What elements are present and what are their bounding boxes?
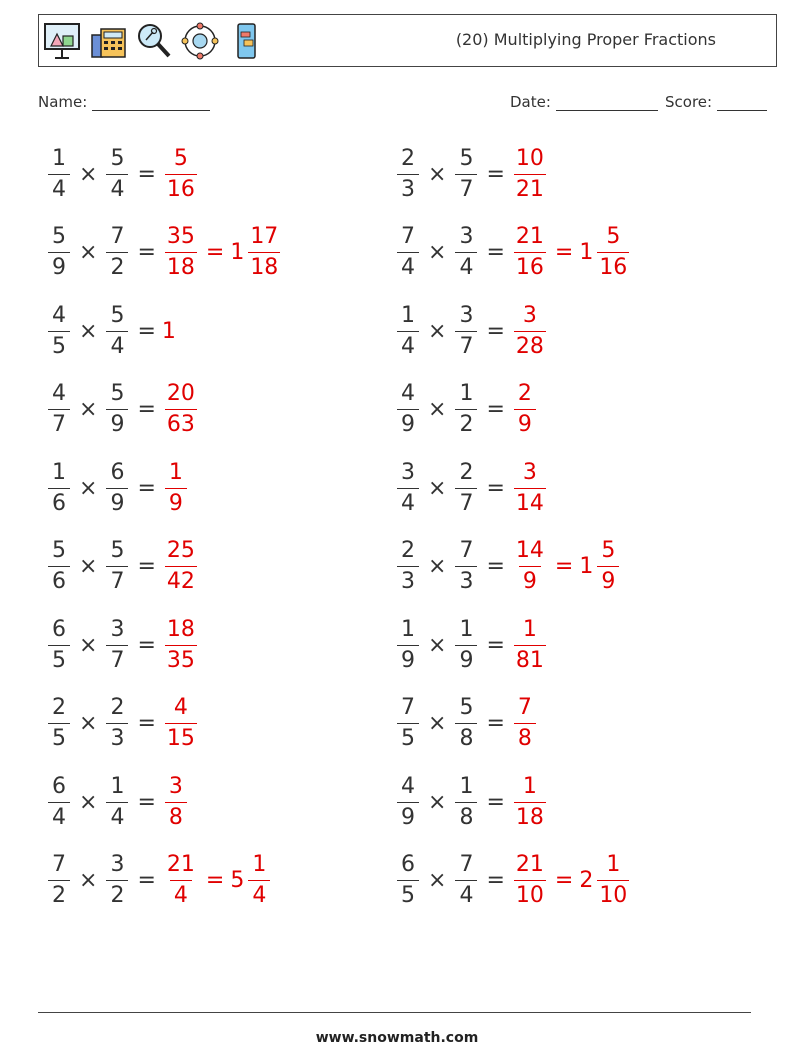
first-fraction-denominator: 5: [397, 880, 419, 907]
answer-equals-sign: =: [205, 868, 225, 893]
second-fraction-denominator: 7: [455, 174, 477, 201]
times-sign: ×: [428, 711, 447, 736]
first-fraction-denominator: 4: [397, 331, 419, 358]
first-fraction-numerator: 7: [401, 695, 415, 720]
answer-fraction-denominator: 81: [514, 645, 546, 672]
times-sign: ×: [79, 240, 98, 265]
times-sign: ×: [79, 161, 98, 187]
second-fraction-denominator: 9: [455, 645, 477, 672]
second-fraction: [106, 616, 128, 673]
answer-fraction-numerator: 1: [522, 773, 537, 799]
answer-fraction: [165, 145, 197, 202]
answer-fraction-denominator: 16: [514, 252, 546, 279]
times-sign: ×: [428, 318, 447, 344]
first-fraction-numerator: 4: [401, 381, 415, 406]
answer-fraction-numerator: 4: [173, 695, 188, 720]
times-sign: ×: [428, 789, 447, 815]
answer-fraction-denominator: 16: [165, 174, 197, 201]
second-fraction-numerator: 2: [110, 695, 125, 720]
second-fraction-numerator: 2: [459, 459, 474, 485]
first-fraction-denominator: 2: [48, 880, 70, 907]
problem-item: [394, 851, 632, 911]
first-fraction: [48, 226, 70, 279]
first-fraction-numerator: 1: [52, 145, 66, 171]
answer-fraction-numerator: 2: [517, 381, 532, 406]
first-fraction-denominator: 4: [48, 802, 70, 829]
first-fraction: [48, 697, 70, 750]
footer-url: www.snowmath.com: [315, 1030, 479, 1046]
second-fraction: [455, 540, 477, 593]
first-fraction-numerator: 2: [52, 695, 66, 720]
times-sign: ×: [79, 475, 98, 501]
score-field: [665, 93, 767, 111]
date-field: [510, 93, 658, 111]
first-fraction-denominator: 5: [48, 331, 70, 358]
mixed-fraction-numerator: 5: [601, 538, 616, 563]
name-line[interactable]: [92, 94, 210, 111]
first-fraction-denominator: 7: [48, 409, 70, 436]
answer-fraction-numerator: 10: [515, 145, 544, 171]
first-fraction: [397, 616, 419, 673]
footer-divider: [38, 1012, 751, 1013]
second-fraction-numerator: 1: [110, 773, 125, 799]
problem-item: [394, 537, 622, 597]
answer-fraction-denominator: 18: [514, 802, 546, 829]
second-fraction: [455, 616, 477, 673]
worksheet-header: [38, 14, 777, 67]
answer-fraction: [514, 773, 546, 830]
first-fraction-denominator: 9: [397, 409, 419, 436]
times-sign: ×: [79, 711, 98, 736]
second-fraction-numerator: 1: [459, 773, 474, 799]
answer-fraction: [165, 854, 197, 907]
first-fraction: [397, 697, 419, 750]
times-sign: ×: [79, 868, 98, 893]
equals-sign: =: [137, 868, 156, 893]
answer-fraction: [165, 616, 197, 673]
answer-fraction-denominator: 9: [519, 566, 541, 593]
first-fraction-denominator: 5: [397, 723, 419, 750]
problem-item: [45, 380, 200, 440]
answer-fraction-numerator: 21: [166, 852, 195, 877]
first-fraction-numerator: 4: [52, 302, 66, 328]
equals-sign: =: [137, 161, 156, 187]
answer-whole: 1: [161, 318, 176, 344]
second-fraction-numerator: 5: [459, 695, 474, 720]
first-fraction-denominator: 9: [397, 645, 419, 672]
second-fraction-numerator: 1: [459, 616, 474, 642]
answer-fraction-numerator: 14: [515, 538, 544, 563]
answer-fraction-denominator: 10: [514, 880, 546, 907]
answer-fraction-denominator: 8: [514, 723, 536, 750]
equals-sign: =: [137, 240, 156, 265]
first-fraction-denominator: 3: [397, 174, 419, 201]
problem-item: [45, 458, 190, 518]
answer-fraction-numerator: 3: [168, 773, 183, 799]
problem-item: [394, 615, 549, 675]
mixed-fraction-numerator: 17: [250, 224, 279, 249]
calculator-icon: [89, 21, 127, 61]
magnifier-icon: [135, 21, 173, 61]
times-sign: ×: [428, 632, 447, 658]
mixed-fraction-denominator: 18: [248, 252, 280, 279]
second-fraction: [106, 302, 128, 359]
score-line[interactable]: [717, 94, 767, 111]
first-fraction: [397, 383, 419, 436]
second-fraction-denominator: 9: [106, 488, 128, 515]
mixed-whole: 1: [230, 240, 245, 265]
second-fraction-numerator: 6: [110, 459, 125, 485]
second-fraction-numerator: 1: [459, 381, 474, 406]
problem-item: [45, 851, 273, 911]
answer-fraction: [165, 697, 197, 750]
answer-fraction: [514, 616, 546, 673]
first-fraction-denominator: 5: [48, 723, 70, 750]
second-fraction-denominator: 2: [106, 252, 128, 279]
second-fraction-numerator: 7: [459, 852, 474, 877]
times-sign: ×: [79, 789, 98, 815]
second-fraction-denominator: 3: [106, 723, 128, 750]
mixed-fraction-denominator: 9: [597, 566, 619, 593]
problem-item: [45, 301, 176, 361]
answer-fraction-denominator: 35: [165, 645, 197, 672]
mixed-whole: 5: [230, 868, 245, 893]
equals-sign: =: [137, 711, 156, 736]
answer-fraction-denominator: 21: [514, 174, 546, 201]
second-fraction: [106, 697, 128, 750]
equals-sign: =: [486, 632, 505, 658]
first-fraction: [48, 459, 70, 516]
equals-sign: =: [137, 475, 156, 501]
equals-sign: =: [137, 789, 156, 815]
second-fraction: [455, 145, 477, 202]
problem-item: [394, 144, 549, 204]
second-fraction-numerator: 5: [110, 538, 125, 563]
first-fraction-numerator: 4: [401, 773, 415, 799]
first-fraction-denominator: 6: [48, 488, 70, 515]
second-fraction: [455, 697, 477, 750]
answer-equals-sign: =: [205, 240, 225, 265]
problem-item: [394, 458, 549, 518]
problem-item: [45, 223, 283, 283]
first-fraction: [48, 383, 70, 436]
answer-fraction: [514, 383, 536, 436]
answer-fraction: [514, 854, 546, 907]
equals-sign: =: [486, 475, 505, 501]
score-label: Score:: [665, 93, 713, 111]
second-fraction: [106, 540, 128, 593]
equals-sign: =: [137, 632, 156, 658]
second-fraction-numerator: 3: [110, 852, 125, 877]
equals-sign: =: [486, 161, 505, 187]
mixed-fraction: [597, 854, 629, 907]
mixed-fraction-denominator: 16: [597, 252, 629, 279]
answer-fraction-numerator: 3: [522, 459, 537, 485]
answer-fraction: [165, 773, 187, 830]
answer-fraction: [165, 383, 197, 436]
second-fraction-numerator: 5: [110, 302, 125, 328]
answer-fraction: [514, 540, 546, 593]
answer-fraction-denominator: 8: [165, 802, 187, 829]
first-fraction-denominator: 9: [397, 802, 419, 829]
first-fraction: [397, 773, 419, 830]
second-fraction-denominator: 4: [455, 880, 477, 907]
second-fraction-denominator: 7: [455, 331, 477, 358]
mixed-whole: 2: [579, 868, 594, 893]
answer-fraction-denominator: 4: [170, 880, 192, 907]
first-fraction: [48, 145, 70, 202]
first-fraction-numerator: 7: [401, 224, 415, 249]
answer-equals-sign: =: [554, 240, 574, 265]
equals-sign: =: [486, 397, 505, 422]
mobile-phone-icon: [227, 21, 265, 61]
second-fraction: [106, 383, 128, 436]
answer-fraction-numerator: 1: [168, 459, 183, 485]
first-fraction-numerator: 2: [401, 538, 415, 563]
first-fraction-denominator: 9: [48, 252, 70, 279]
second-fraction: [106, 854, 128, 907]
first-fraction-denominator: 4: [397, 252, 419, 279]
second-fraction-numerator: 5: [459, 145, 474, 171]
equals-sign: =: [137, 554, 156, 579]
second-fraction: [455, 854, 477, 907]
equals-sign: =: [486, 789, 505, 815]
second-fraction-numerator: 3: [459, 224, 474, 249]
answer-fraction: [165, 540, 197, 593]
problem-item: [394, 380, 539, 440]
second-fraction: [106, 145, 128, 202]
answer-fraction: [514, 302, 546, 359]
answer-fraction: [514, 697, 536, 750]
answer-fraction-numerator: 21: [515, 224, 544, 249]
first-fraction-numerator: 6: [52, 616, 66, 642]
equals-sign: =: [486, 554, 505, 579]
answer-fraction-numerator: 7: [517, 695, 532, 720]
second-fraction-denominator: 4: [455, 252, 477, 279]
mixed-whole: 1: [579, 554, 594, 579]
first-fraction-denominator: 5: [48, 645, 70, 672]
problem-item: [45, 772, 190, 832]
mixed-fraction-numerator: 1: [252, 852, 267, 877]
answer-equals-sign: =: [554, 554, 574, 579]
name-field: [38, 93, 210, 111]
second-fraction-denominator: 7: [455, 488, 477, 515]
equals-sign: =: [137, 397, 156, 422]
problem-item: [394, 223, 632, 283]
first-fraction-denominator: 6: [48, 566, 70, 593]
times-sign: ×: [79, 397, 98, 422]
date-label: Date:: [510, 93, 551, 111]
first-fraction: [397, 459, 419, 516]
first-fraction-numerator: 1: [52, 459, 66, 485]
second-fraction: [106, 226, 128, 279]
second-fraction: [106, 773, 128, 830]
second-fraction-denominator: 4: [106, 174, 128, 201]
mixed-fraction-denominator: 4: [248, 880, 270, 907]
times-sign: ×: [428, 397, 447, 422]
second-fraction: [455, 773, 477, 830]
second-fraction: [455, 383, 477, 436]
first-fraction-numerator: 2: [401, 145, 415, 171]
mixed-whole: 1: [579, 240, 594, 265]
second-fraction-denominator: 8: [455, 802, 477, 829]
first-fraction-numerator: 3: [401, 459, 415, 485]
mixed-fraction: [597, 226, 629, 279]
equals-sign: =: [486, 318, 505, 344]
problem-item: [45, 615, 200, 675]
answer-fraction: [165, 459, 187, 516]
second-fraction-denominator: 4: [106, 802, 128, 829]
times-sign: ×: [428, 161, 447, 187]
problem-item: [45, 537, 200, 597]
second-fraction: [455, 459, 477, 516]
first-fraction: [48, 540, 70, 593]
mixed-fraction: [248, 226, 280, 279]
answer-fraction-numerator: 35: [166, 224, 195, 249]
first-fraction-numerator: 6: [401, 852, 415, 877]
second-fraction-denominator: 7: [106, 645, 128, 672]
answer-fraction-denominator: 14: [514, 488, 546, 515]
times-sign: ×: [79, 554, 98, 579]
first-fraction-denominator: 4: [397, 488, 419, 515]
answer-fraction-numerator: 5: [173, 145, 188, 171]
answer-fraction-denominator: 63: [165, 409, 197, 436]
answer-fraction-numerator: 3: [522, 302, 537, 328]
mixed-fraction-denominator: 10: [597, 880, 629, 907]
mixed-fraction-numerator: 1: [606, 852, 621, 877]
first-fraction-numerator: 4: [52, 381, 66, 406]
answer-fraction: [514, 226, 546, 279]
first-fraction: [48, 854, 70, 907]
answer-fraction-denominator: 9: [514, 409, 536, 436]
problem-item: [394, 772, 549, 832]
first-fraction-numerator: 1: [401, 616, 415, 642]
second-fraction-numerator: 5: [110, 381, 125, 406]
first-fraction: [48, 302, 70, 359]
name-label: Name:: [38, 93, 88, 111]
answer-fraction-numerator: 20: [166, 381, 195, 406]
answer-fraction-denominator: 28: [514, 331, 546, 358]
first-fraction-numerator: 1: [401, 302, 415, 328]
first-fraction-numerator: 7: [52, 852, 66, 877]
first-fraction: [397, 854, 419, 907]
mixed-fraction: [248, 854, 270, 907]
first-fraction-numerator: 5: [52, 224, 66, 249]
second-fraction-numerator: 7: [459, 538, 474, 563]
second-fraction: [455, 302, 477, 359]
answer-fraction-numerator: 18: [166, 616, 195, 642]
equals-sign: =: [486, 711, 505, 736]
answer-fraction: [514, 145, 546, 202]
first-fraction-numerator: 6: [52, 773, 66, 799]
answer-fraction-denominator: 15: [165, 723, 197, 750]
problem-item: [394, 301, 549, 361]
mixed-fraction: [597, 540, 619, 593]
second-fraction-numerator: 3: [459, 302, 474, 328]
first-fraction-numerator: 5: [52, 538, 66, 563]
answer-fraction-numerator: 25: [166, 538, 195, 563]
equals-sign: =: [137, 318, 156, 344]
second-fraction-denominator: 3: [455, 566, 477, 593]
times-sign: ×: [79, 632, 98, 658]
answer-fraction-denominator: 42: [165, 566, 197, 593]
header-icons: [43, 19, 265, 63]
first-fraction: [397, 540, 419, 593]
times-sign: ×: [428, 475, 447, 501]
second-fraction-denominator: 9: [106, 409, 128, 436]
first-fraction-denominator: 3: [397, 566, 419, 593]
answer-fraction-numerator: 1: [522, 616, 537, 642]
problem-item: [45, 694, 200, 754]
times-sign: ×: [428, 554, 447, 579]
second-fraction: [455, 226, 477, 279]
date-line[interactable]: [556, 94, 658, 111]
first-fraction: [48, 616, 70, 673]
second-fraction-numerator: 3: [110, 616, 125, 642]
worksheet-title: (20) Multiplying Proper Fractions: [455, 30, 716, 49]
second-fraction-denominator: 4: [106, 331, 128, 358]
equals-sign: =: [486, 240, 505, 265]
answer-fraction: [165, 226, 197, 279]
times-sign: ×: [428, 240, 447, 265]
second-fraction-numerator: 5: [110, 145, 125, 171]
first-fraction: [397, 226, 419, 279]
answer-fraction-denominator: 9: [165, 488, 187, 515]
second-fraction-numerator: 7: [110, 224, 125, 249]
second-fraction-denominator: 7: [106, 566, 128, 593]
mixed-fraction-numerator: 5: [606, 224, 621, 249]
answer-equals-sign: =: [554, 868, 574, 893]
second-fraction-denominator: 8: [455, 723, 477, 750]
first-fraction: [397, 145, 419, 202]
times-sign: ×: [428, 868, 447, 893]
presentation-board-icon: [43, 21, 81, 61]
times-sign: ×: [79, 318, 98, 344]
answer-fraction-denominator: 18: [165, 252, 197, 279]
second-fraction-denominator: 2: [455, 409, 477, 436]
answer-fraction: [514, 459, 546, 516]
first-fraction: [48, 773, 70, 830]
problem-item: [45, 144, 200, 204]
second-fraction: [106, 459, 128, 516]
network-user-icon: [181, 21, 219, 61]
problem-item: [394, 694, 539, 754]
equals-sign: =: [486, 868, 505, 893]
first-fraction: [397, 302, 419, 359]
answer-fraction-numerator: 21: [515, 852, 544, 877]
second-fraction-denominator: 2: [106, 880, 128, 907]
first-fraction-denominator: 4: [48, 174, 70, 201]
